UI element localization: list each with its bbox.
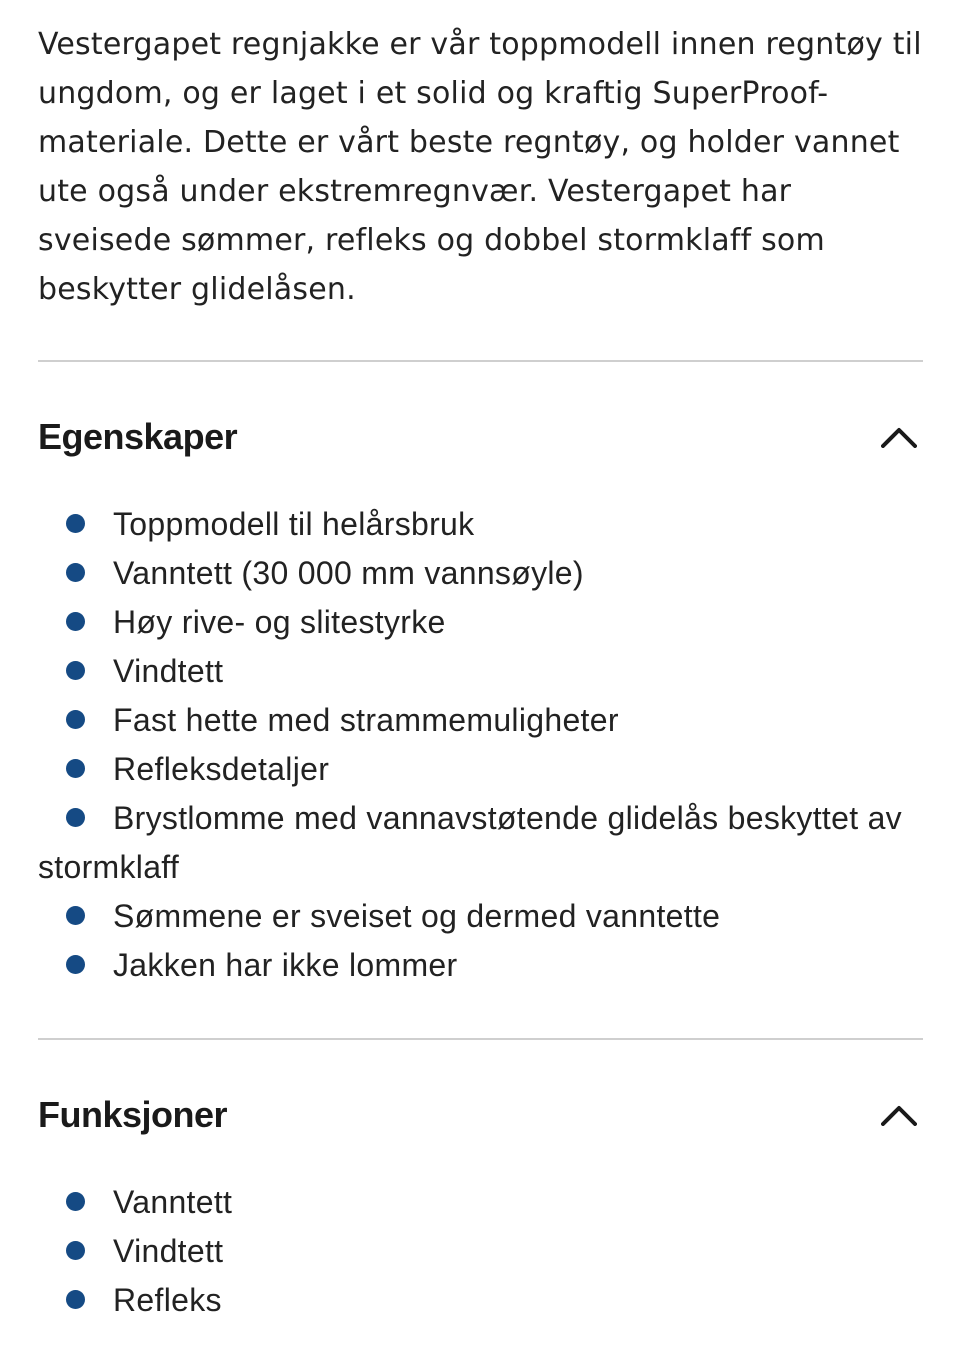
bullet-icon (66, 955, 85, 974)
product-description: Vestergapet regnjakke er vår toppmodell innen regntøy til ungdom, og er laget i et solid og kraftig SuperProof-materiale. Dette er vårt beste regntøy, og holder vannet ute også under ekstremregnvær. Vestergapet har sveisede sømmer, refleks og dobbel stormklaff som beskytter glidelåsen. (38, 27, 922, 307)
bullet-icon (66, 514, 85, 533)
list-item: Fast hette med strammemuligheter (38, 696, 923, 745)
list-item: Vanntett (38, 1178, 923, 1227)
divider (38, 360, 923, 362)
section-title: Egenskaper (38, 416, 238, 457)
bullet-icon (66, 808, 85, 827)
bullet-icon (66, 1241, 85, 1260)
section-title: Funksjoner (38, 1094, 228, 1135)
chevron-up-icon[interactable] (879, 422, 919, 452)
list-item: Vindtett (38, 1227, 923, 1276)
funksjoner-list (38, 1178, 923, 1325)
section-header-funksjoner[interactable] (38, 1085, 923, 1145)
section-header-egenskaper[interactable] (38, 407, 923, 467)
list-item: Sømmene er sveiset og dermed vanntette (38, 892, 923, 941)
list-item: Vindtett (38, 647, 923, 696)
bullet-icon (66, 612, 85, 631)
egenskaper-list (38, 500, 923, 990)
list-item: Jakken har ikke lommer (38, 941, 923, 990)
divider (38, 1038, 923, 1040)
bullet-icon (66, 906, 85, 925)
list-item: Vanntett (30 000 mm vannsøyle) (38, 549, 923, 598)
list-item: Høy rive- og slitestyrke (38, 598, 923, 647)
bullet-icon (66, 1290, 85, 1309)
list-item: Brystlomme med vannavstøtende glidelås beskyttet av stormklaff (38, 800, 902, 885)
list-item: Refleksdetaljer (38, 745, 923, 794)
list-item: Refleks (38, 1276, 923, 1325)
bullet-icon (66, 661, 85, 680)
bullet-icon (66, 710, 85, 729)
list-item: Toppmodell til helårsbruk (38, 500, 923, 549)
bullet-icon (66, 563, 85, 582)
bullet-icon (66, 1192, 85, 1211)
bullet-icon (66, 759, 85, 778)
chevron-up-icon[interactable] (879, 1100, 919, 1130)
